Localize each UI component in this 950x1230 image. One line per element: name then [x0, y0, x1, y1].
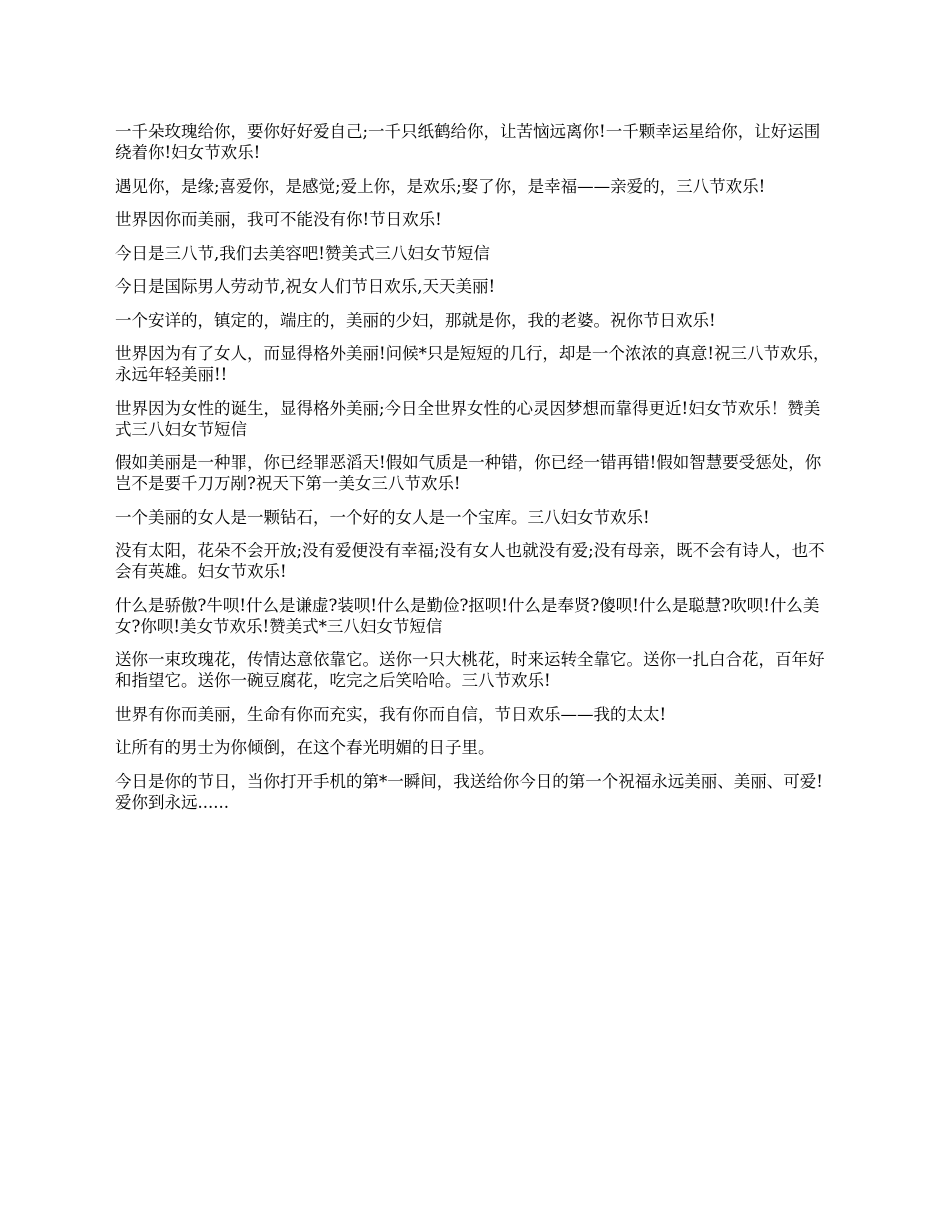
paragraph: 让所有的男士为你倾倒，在这个春光明媚的日子里。: [115, 738, 495, 757]
paragraph: 假如美丽是一种罪，你已经罪恶滔天!假如气质是一种错，你已经一错再错!假如智慧要受惩处，你岂不是要千刀万剐?祝天下第一美女三八节欢乐!: [115, 453, 822, 493]
paragraph: 遇见你，是缘;喜爱你，是感觉;爱上你，是欢乐;娶了你，是幸福——亲爱的，三八节欢乐!: [115, 176, 766, 196]
paragraph: 一个美丽的女人是一颗钻石，一个好的女人是一个宝库。三八妇女节欢乐!: [115, 507, 650, 527]
paragraph: 一个安详的，镇定的，端庄的，美丽的少妇，那就是你，我的老婆。祝你节日欢乐!: [115, 310, 716, 330]
paragraph: 今日是你的节日，当你打开手机的第*一瞬间，我送给你今日的第一个祝福永远美丽、美丽、可爱!爱你到永远......: [115, 771, 823, 812]
paragraph: 世界因为有了女人，而显得格外美丽!问候*只是短短的几行，却是一个浓浓的真意!祝三八节欢乐，永远年轻美丽!!: [115, 344, 830, 384]
paragraph: 世界有你而美丽，生命有你而充实，我有你而自信，节日欢乐——我的太太!: [115, 704, 667, 724]
paragraph: 送你一束玫瑰花，传情达意依靠它。送你一只大桃花，时来运转全靠它。送你一扎白合花，百年好和指望它。送你一碗豆腐花，吃完之后笑哈哈。三八节欢乐!: [115, 650, 825, 690]
document-body: [115, 121, 835, 825]
paragraph: 世界因你而美丽，我可不能没有你!节日欢乐!: [115, 210, 442, 229]
paragraph: 世界因为女性的诞生，显得格外美丽;今日全世界女性的心灵因梦想而靠得更近!妇女节欢乐！赞美式三八妇女节短信: [115, 398, 821, 439]
paragraph: 什么是骄傲?牛呗!什么是谦虚?装呗!什么是勤俭?抠呗!什么是奉贤?傻呗!什么是聪慧?吹呗!什么美女?你呗!美女节欢乐!赞美式*三八妇女节短信: [115, 595, 820, 636]
paragraph: 一千朵玫瑰给你，要你好好爱自己;一千只纸鹤给你，让苦恼远离你!一千颗幸运星给你，让好运围绕着你!妇女节欢乐!: [115, 122, 821, 162]
paragraph: 今日是三八节,我们去美容吧!赞美式三八妇女节短信: [115, 243, 490, 263]
paragraph: 没有太阳，花朵不会开放;没有爱便没有幸福;没有女人也就没有爱;没有母亲，既不会有诗人，也不会有英雄。妇女节欢乐!: [115, 541, 825, 581]
paragraph: 今日是国际男人劳动节,祝女人们节日欢乐,天天美丽!: [115, 277, 496, 296]
